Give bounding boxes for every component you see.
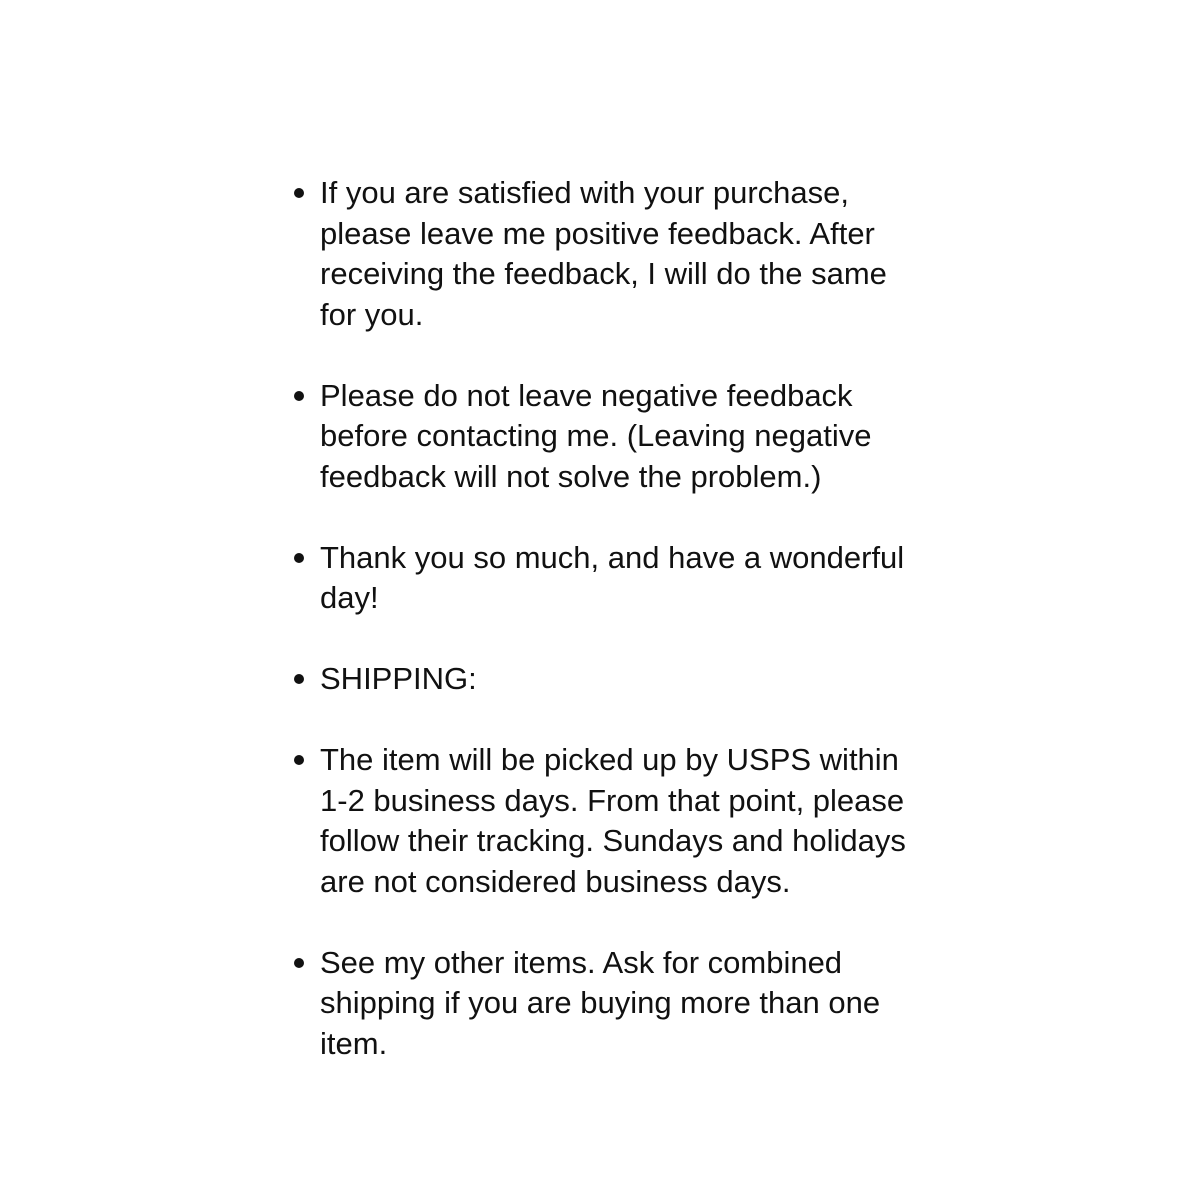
list-item-shipping-heading (320, 659, 1000, 700)
list-item-shipping-details (320, 740, 1000, 902)
list-item-negative-feedback (320, 376, 1000, 498)
list-item-text: The item will be picked up by USPS within 1-2 business days. From that point, please follow their tracking. Sundays and holidays are not considered business days. (320, 742, 906, 899)
list-item-text: Please do not leave negative feedback before contacting me. (Leaving negative feedback will not solve the problem.) (320, 377, 872, 494)
bullet-icon (294, 391, 304, 401)
bullet-icon (294, 755, 304, 765)
list-item-thank-you (320, 538, 1000, 619)
list-item-combined-shipping (320, 943, 1000, 1065)
list-item-text: Thank you so much, and have a wonderful day! (320, 539, 905, 615)
bullet-icon (294, 674, 304, 684)
bullet-icon (294, 188, 304, 198)
bullet-icon (294, 553, 304, 563)
list-item-text: See my other items. Ask for combined shipping if you are buying more than one item. (320, 944, 881, 1061)
list-item-feedback-request (320, 173, 1000, 335)
bullet-icon (294, 958, 304, 968)
list-item-text: If you are satisfied with your purchase, please leave me positive feedback. After receiving the feedback, I will do the same for you. (320, 175, 887, 332)
seller-notes-list (320, 173, 1000, 1064)
list-item-text: SHIPPING: (320, 661, 477, 696)
